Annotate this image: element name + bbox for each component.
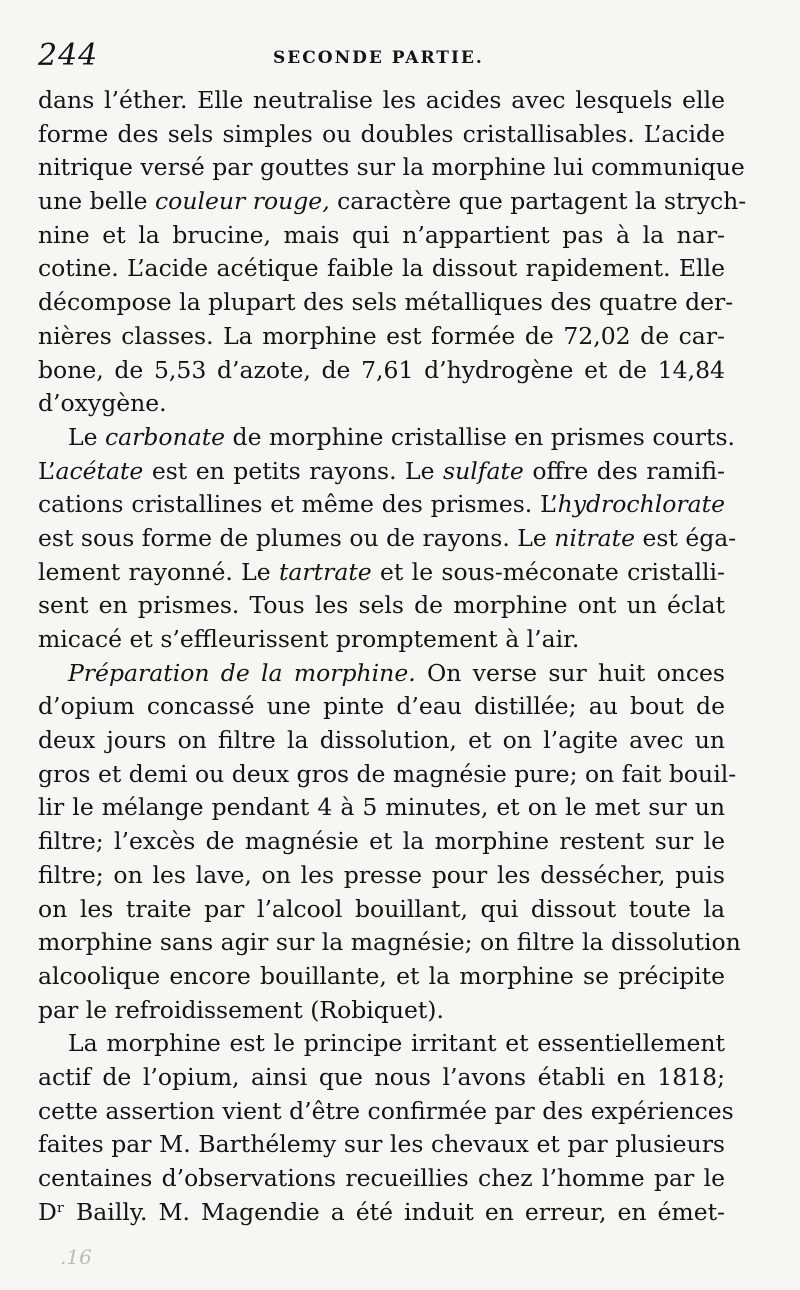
text-line [38, 758, 737, 792]
text-line [38, 859, 725, 893]
text-line [38, 1061, 725, 1095]
italic-text: couleur rouge, [155, 187, 330, 216]
text-segment: actif de l’opium, ainsi que nous l’avons établi en 1818; [38, 1062, 725, 1091]
text-segment: et le sous-méconate cristalli- [371, 557, 725, 586]
running-title: SECONDE PARTIE. [273, 48, 484, 68]
text-line [38, 690, 725, 724]
italic-text: Préparation de la morphine. [68, 658, 416, 687]
italic-text: carbonate [104, 422, 226, 451]
text-line [38, 286, 734, 320]
text-segment: caractère que partagent la strych- [329, 187, 747, 216]
text-segment: décompose la plupart des sels métalliques des quatre der- [38, 288, 734, 317]
text-segment: alcoolique encore bouillante, et la morphine se précipite [38, 961, 725, 990]
text-segment: morphine sans agir sur la magnésie; on filtre la dissolution [38, 928, 741, 957]
text-line [38, 791, 725, 825]
text-line [38, 252, 725, 286]
text-line [38, 1095, 734, 1129]
italic-text: sulfate [443, 456, 524, 485]
text-line [38, 219, 725, 253]
text-line [38, 1162, 725, 1196]
text-segment: cette assertion vient d’être confirmée par des expériences [38, 1096, 734, 1125]
text-segment: filtre; on les lave, on les presse pour les dessécher, puis [38, 860, 725, 889]
text-segment: est en petits rayons. Le [143, 456, 444, 485]
text-segment: cations cristallines et même des prismes. L’ [38, 490, 558, 519]
text-line [38, 825, 725, 859]
text-line [38, 421, 735, 455]
text-segment: lement rayonné. Le [38, 557, 279, 586]
text-segment: La morphine est le principe irritant et essentiellement [68, 1029, 725, 1058]
text-line [38, 151, 745, 185]
text-line [38, 118, 725, 152]
text-line [38, 589, 725, 623]
text-line [38, 455, 725, 489]
italic-text: hydrochlorate [557, 490, 725, 519]
text-segment: nine et la brucine, mais qui n’appartient pas à la nar- [38, 220, 725, 249]
text-segment: est sous forme de plumes ou de rayons. Le [38, 523, 555, 552]
text-line [38, 488, 725, 522]
text-line [38, 1128, 725, 1162]
text-segment: Le [68, 422, 105, 451]
text-line [38, 354, 725, 388]
text-line [38, 623, 725, 657]
text-segment: est éga- [635, 523, 737, 552]
text-line [38, 960, 725, 994]
text-line [38, 320, 725, 354]
text-line [38, 926, 741, 960]
text-segment: nières classes. La morphine est formée de 72,02 de car- [38, 321, 725, 350]
text-segment: forme des sels simples ou doubles cristallisables. L’acide [38, 119, 725, 148]
text-segment: L’ [38, 456, 56, 485]
text-line [38, 893, 725, 927]
text-segment: cotine. L’acide acétique faible la dissout rapidement. Elle [38, 254, 725, 283]
text-line [38, 1196, 725, 1230]
text-segment: gros et demi ou deux gros de magnésie pure; on fait bouil- [38, 759, 737, 788]
italic-text: nitrate [554, 523, 635, 552]
text-line [38, 387, 725, 421]
text-line [38, 1027, 725, 1061]
text-segment: bone, de 5,53 d’azote, de 7,61 d’hydrogène et de 14,84 [38, 355, 725, 384]
text-segment: On verse sur huit onces [415, 658, 725, 687]
text-segment: deux jours on filtre la dissolution, et on l’agite avec un [38, 726, 725, 755]
text-segment: de morphine cristallise en prismes courts. [225, 422, 735, 451]
text-line [38, 724, 725, 758]
italic-text: tartrate [278, 557, 372, 586]
text-segment: d’opium concassé une pinte d’eau distillée; au bout de [38, 692, 725, 721]
body-text [38, 84, 747, 1229]
text-line [38, 657, 725, 691]
text-segment: d’oxygène. [38, 389, 167, 418]
text-line [38, 556, 725, 590]
text-segment: on les traite par l’alcool bouillant, qui dissout toute la [38, 894, 725, 923]
italic-text: acétate [55, 456, 144, 485]
text-segment: lir le mélange pendant 4 à 5 minutes, et on le met sur un [38, 793, 725, 822]
text-segment: Dʳ Bailly. M. Magendie a été induit en erreur, en émet- [38, 1197, 725, 1226]
text-segment: offre des ramifi- [523, 456, 725, 485]
text-segment: faites par M. Barthélemy sur les chevaux et par plusieurs [38, 1130, 725, 1159]
text-segment: une belle [38, 187, 156, 216]
page-number: 244 [38, 38, 99, 73]
text-line [38, 84, 725, 118]
text-segment: micacé et s’effleurissent promptement à l’air. [38, 625, 580, 653]
text-segment: dans l’éther. Elle neutralise les acides avec lesquels elle [38, 86, 725, 114]
text-segment: filtre; l’excès de magnésie et la morphine restent sur le [38, 827, 725, 856]
text-line [38, 185, 747, 219]
text-segment: sent en prismes. Tous les sels de morphine ont un éclat [38, 591, 725, 620]
page-header [38, 38, 740, 78]
text-segment: nitrique versé par gouttes sur la morphine lui communique [38, 153, 745, 182]
text-line [38, 522, 737, 556]
text-segment: centaines d’observations recueillies chez l’homme par le [38, 1164, 725, 1192]
text-line [38, 994, 725, 1028]
bleed-through-text: .16 [60, 1245, 92, 1269]
text-segment: par le refroidissement (Robiquet). [38, 995, 444, 1024]
